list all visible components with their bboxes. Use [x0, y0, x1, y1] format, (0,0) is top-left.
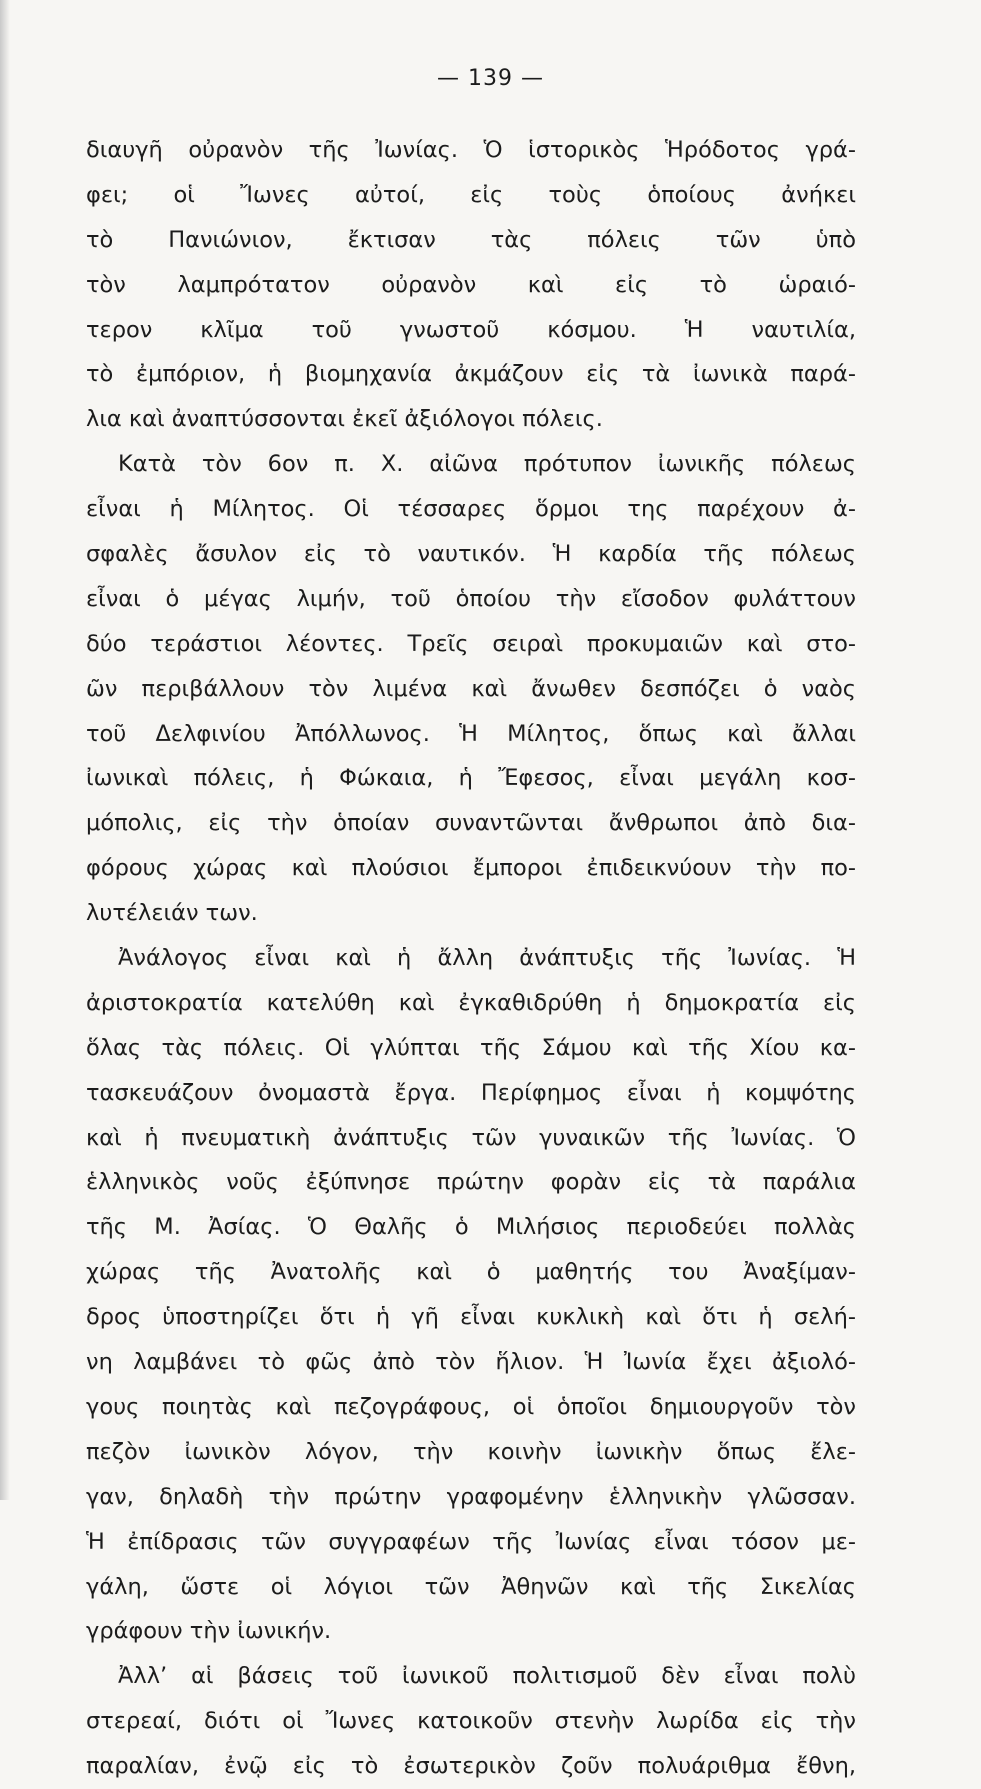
text-line: διαυγῆ οὐρανὸν τῆς Ἰωνίας. Ὁ ἱστορικὸς Ἡρόδοτος γρά- — [86, 137, 856, 163]
body-text — [86, 128, 856, 1789]
text-line: νη λαμβάνει τὸ φῶς ἀπὸ τὸν ἥλιον. Ἡ Ἰωνία ἔχει ἀξιολό- — [86, 1349, 856, 1376]
text-line: φει; οἱ Ἴωνες αὐτοί, εἰς τοὺς ὁποίους ἀνήκει — [86, 181, 856, 208]
text-line: παραλίαν, ἐνῷ εἰς τὸ ἐσωτερικὸν ζοῦν πολυάριθμα ἔθνη, — [86, 1753, 856, 1780]
text-line: τὸν λαμπρότατον οὐρανὸν καὶ εἰς τὸ ὡραιό- — [86, 271, 856, 298]
page-binding-shadow — [0, 0, 10, 1500]
text-line: γάλη, ὥστε οἱ λόγιοι τῶν Ἀθηνῶν καὶ τῆς Σικελίας — [86, 1573, 856, 1600]
text-line: τοῦ Δελφινίου Ἀπόλλωνος. Ἡ Μίλητος, ὅπως καὶ ἄλλαι — [86, 720, 856, 747]
text-line: λια καὶ ἀναπτύσσονται ἐκεῖ ἀξιόλογοι πόλεις. — [86, 406, 603, 433]
text-line: τερον κλῖμα τοῦ γνωστοῦ κόσμου. Ἡ ναυτιλία, — [86, 316, 856, 343]
text-line: ὅλας τὰς πόλεις. Οἱ γλύπται τῆς Σάμου καὶ τῆς Χίου κα- — [86, 1034, 856, 1061]
text-line: ῶν περιβάλλουν τὸν λιμένα καὶ ἄνωθεν δεσπόζει ὁ ναὸς — [86, 675, 856, 702]
text-line: εἶναι ἡ Μίλητος. Οἱ τέσσαρες ὅρμοι της παρέχουν ἀ- — [86, 496, 856, 523]
text-line: γαν, δηλαδὴ τὴν πρώτην γραφομένην ἑλληνικὴν γλῶσσαν. — [86, 1483, 856, 1510]
text-line: λυτέλειάν των. — [86, 900, 258, 927]
text-line: γράφουν τὴν ἰωνικήν. — [86, 1618, 332, 1645]
text-line: καὶ ἡ πνευματικὴ ἀνάπτυξις τῶν γυναικῶν τῆς Ἰωνίας. Ὁ — [86, 1124, 856, 1151]
text-line: δύο τεράστιοι λέοντες. Τρεῖς σειραὶ προκυμαιῶν καὶ στο- — [86, 630, 856, 657]
text-line: δρος ὑποστηρίζει ὅτι ἡ γῆ εἶναι κυκλικὴ καὶ ὅτι ἡ σελή- — [86, 1304, 856, 1331]
text-line: Ἀνάλογος εἶναι καὶ ἡ ἄλλη ἀνάπτυξις τῆς Ἰωνίας. Ἡ — [118, 945, 856, 972]
text-line: τὸ ἐμπόριον, ἡ βιομηχανία ἀκμάζουν εἰς τὰ ἰωνικὰ παρά- — [86, 361, 856, 388]
text-line: γους ποιητὰς καὶ πεζογράφους, οἱ ὁποῖοι δημιουργοῦν τὸν — [86, 1393, 856, 1420]
page-number: — 139 — — [437, 66, 544, 91]
text-line: Ἀλλ’ αἱ βάσεις τοῦ ἰωνικοῦ πολιτισμοῦ δὲν εἶναι πολὺ — [118, 1663, 856, 1690]
text-line: ἰωνικαὶ πόλεις, ἡ Φώκαια, ἡ Ἔφεσος, εἶναι μεγάλη κοσ- — [86, 765, 856, 792]
text-line: ἀριστοκρατία κατελύθη καὶ ἐγκαθιδρύθη ἡ δημοκρατία εἰς — [86, 989, 856, 1016]
text-line: εἶναι ὁ μέγας λιμήν, τοῦ ὁποίου τὴν εἴσοδον φυλάττουν — [86, 585, 856, 612]
text-line: μόπολις, εἰς τὴν ὁποίαν συναντῶνται ἄνθρωποι ἀπὸ δια- — [86, 810, 856, 837]
text-line: τασκευάζουν ὀνομαστὰ ἔργα. Περίφημος εἶναι ἡ κομψότης — [86, 1079, 856, 1106]
text-line: Ἡ ἐπίδρασις τῶν συγγραφέων τῆς Ἰωνίας εἶναι τόσον με- — [86, 1528, 856, 1555]
text-line: φόρους χώρας καὶ πλούσιοι ἔμποροι ἐπιδεικνύουν τὴν πο- — [86, 855, 856, 882]
text-line: πεζὸν ἰωνικὸν λόγον, τὴν κοινὴν ἰωνικὴν ὅπως ἔλε- — [86, 1438, 856, 1465]
text-line: χώρας τῆς Ἀνατολῆς καὶ ὁ μαθητής του Ἀναξίμαν- — [86, 1259, 856, 1286]
text-line: σφαλὲς ἄσυλον εἰς τὸ ναυτικόν. Ἡ καρδία τῆς πόλεως — [86, 541, 856, 568]
text-line: στερεαί, διότι οἱ Ἴωνες κατοικοῦν στενὴν λωρίδα εἰς τὴν — [86, 1708, 856, 1735]
text-line: Κατὰ τὸν 6ον π. Χ. αἰῶνα πρότυπον ἰωνικῆς πόλεως — [118, 451, 856, 478]
text-line: τὸ Πανιώνιον, ἔκτισαν τὰς πόλεις τῶν ὑπὸ — [86, 226, 856, 253]
text-line: ἑλληνικὸς νοῦς ἐξύπνησε πρώτην φορὰν εἰς τὰ παράλια — [86, 1169, 856, 1196]
text-line: τῆς Μ. Ἀσίας. Ὁ Θαλῆς ὁ Μιλήσιος περιοδεύει πολλὰς — [86, 1214, 856, 1241]
